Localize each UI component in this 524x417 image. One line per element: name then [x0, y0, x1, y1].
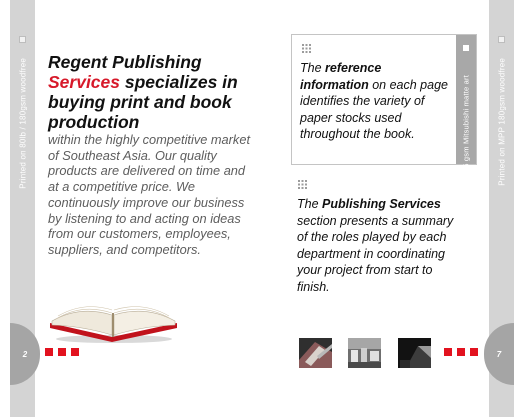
publishing-services-text	[297, 196, 457, 296]
publishing-text-end: section presents a summary of the roles played by each department in coordinating your project from start to finish.	[297, 213, 454, 294]
headline	[48, 52, 258, 132]
reference-text-end: on each page identifies the variety of paper stocks used throughout the book.	[300, 77, 448, 141]
left-gutter-text: Printed on 80lb / 180gsm woodfree	[18, 58, 27, 189]
grid-icon	[298, 180, 307, 189]
thumbnail-photo	[398, 338, 431, 368]
headline-accent: Services	[48, 72, 121, 92]
left-page-content	[48, 52, 258, 258]
publishing-text-start: The	[297, 197, 323, 211]
tab-mark-icon	[463, 45, 469, 51]
reference-text-bold: reference information	[300, 61, 382, 92]
page-number-left: 2	[10, 323, 40, 385]
right-gutter-text: Printed on MPP 180gsm woodfree	[497, 58, 506, 186]
headline-text: Regent Publishing	[48, 52, 202, 72]
decorative-squares	[45, 348, 79, 356]
gutter-mark-icon	[19, 36, 26, 43]
grid-icon	[302, 44, 311, 53]
headline-text-continued: specializes in buying print and book production	[48, 72, 238, 132]
thumbnail-photo	[299, 338, 332, 368]
reference-info-text	[300, 60, 450, 143]
open-book-illustration	[46, 285, 181, 345]
page-number-right: 7	[484, 323, 514, 385]
publishing-text-bold: Publishing Services	[322, 197, 441, 211]
thumbnail-photo	[348, 338, 381, 368]
paper-stock-label: Printed on 105 gsm Mitsubishi matte art	[461, 75, 471, 215]
reference-text-start: The	[300, 61, 326, 75]
intro-paragraph: within the highly competitive market of Southeast Asia. Our quality products are delivered on time and at a competitive price. We continuously improve our business by listening to and acting on ideas from our customers, employees, suppliers, and competitors.	[48, 132, 250, 257]
gutter-mark-icon	[498, 36, 505, 43]
paper-stock-tab	[456, 35, 476, 215]
decorative-squares	[444, 348, 478, 356]
